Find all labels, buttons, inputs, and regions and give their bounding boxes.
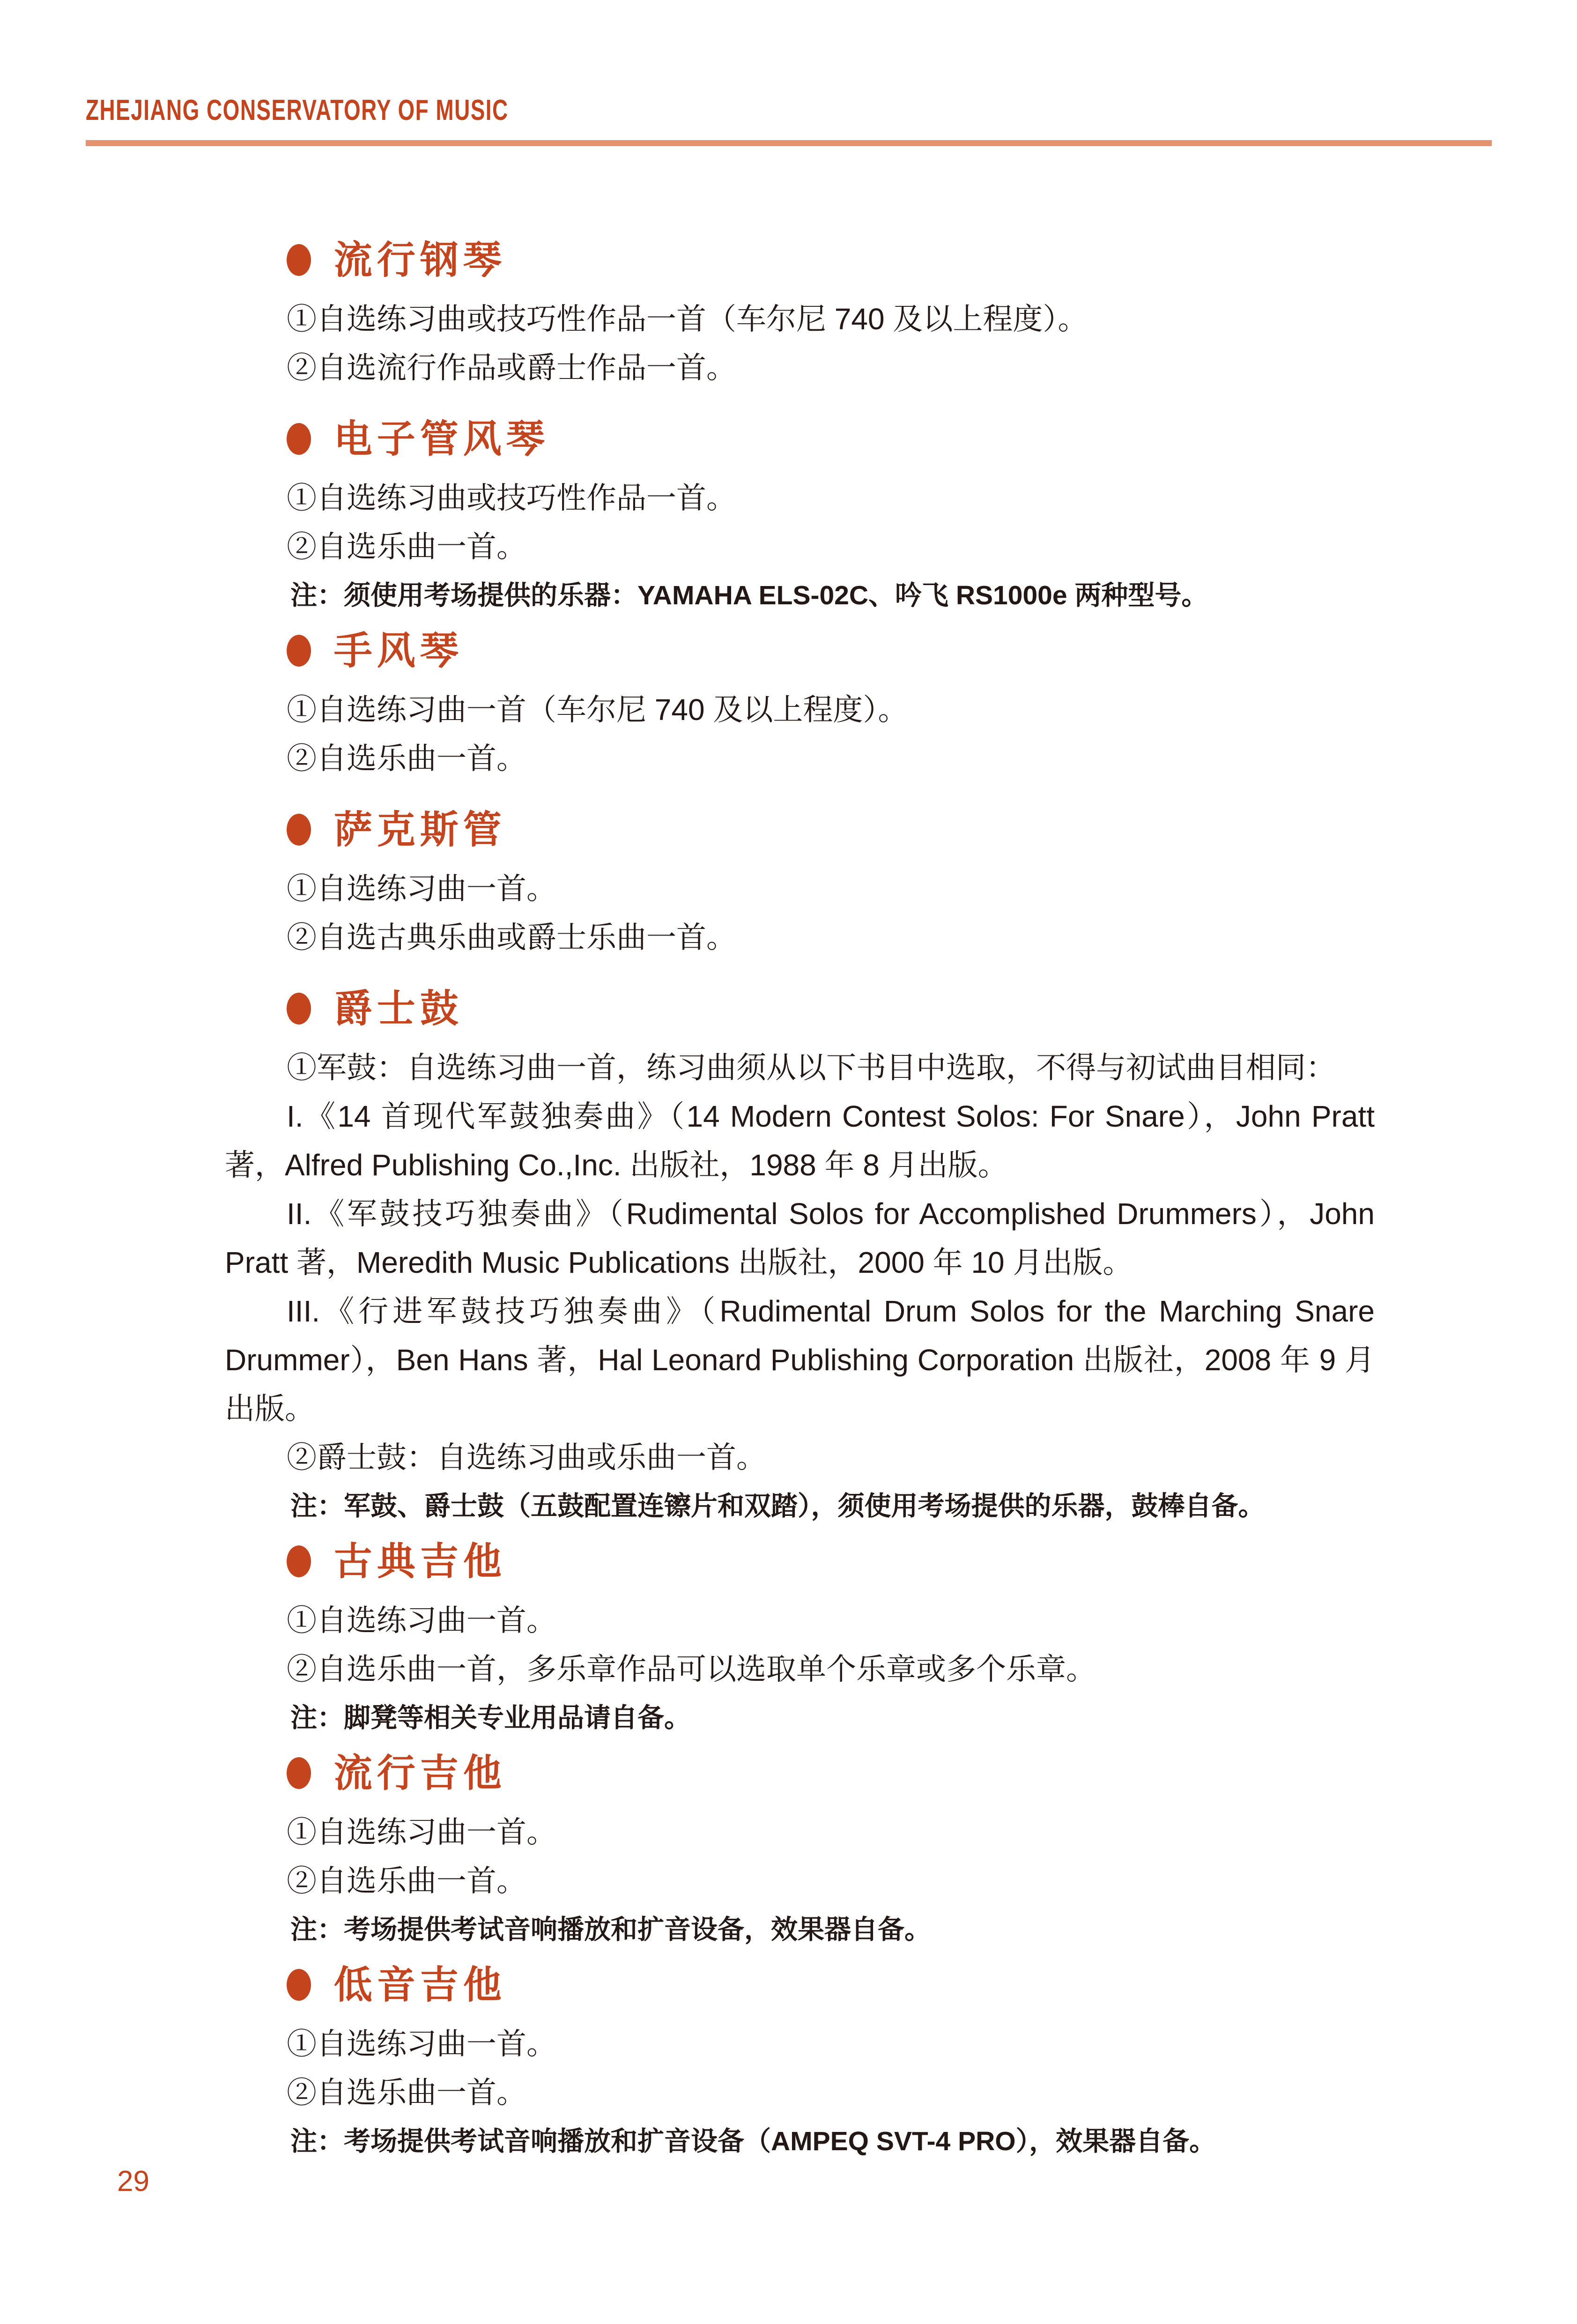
section-heading-label: 流行吉他 [333, 1752, 506, 1795]
section-heading [225, 235, 1375, 286]
requirement-line: ②爵士鼓：自选练习曲或乐曲一首。 [287, 1440, 766, 1474]
instrument-section [225, 414, 1375, 620]
page-number: 29 [117, 2165, 149, 2198]
section-heading [225, 1748, 1375, 1799]
bullet-icon [287, 1757, 311, 1789]
bullet-icon [287, 993, 311, 1025]
bullet-icon [287, 814, 311, 846]
requirement-line: ①自选练习曲或技巧性作品一首。 [287, 481, 736, 515]
instrument-section [225, 1960, 1375, 2166]
section-heading-label: 古典吉他 [333, 1540, 506, 1583]
section-heading-label: 电子管风琴 [333, 418, 549, 460]
note-line: 注：须使用考场提供的乐器：YAMAHA ELS-02C、吟飞 RS1000e 两种型号。 [290, 580, 1208, 610]
requirement-line: ②自选乐曲一首。 [287, 2076, 526, 2109]
instrument-section [225, 804, 1375, 962]
requirement-line: ①自选练习曲一首。 [287, 1604, 556, 1637]
section-heading-label: 低音吉他 [333, 1964, 506, 2006]
section-heading [225, 983, 1375, 1035]
section-heading-label: 爵士鼓 [333, 988, 463, 1030]
instrument-section [225, 1748, 1375, 1954]
reference-line: III.《行进军鼓技巧独奏曲》（Rudimental Drum Solos for the Marching Snare Drummer），Ben Hans 著，Hal Leonard Publishing Corporation 出版社，2008 年 9 月出版。 [225, 1294, 1375, 1426]
section-heading-label: 萨克斯管 [333, 809, 506, 851]
requirement-line: ②自选乐曲一首。 [287, 742, 526, 775]
requirement-line: ②自选乐曲一首，多乐章作品可以选取单个乐章或多个乐章。 [287, 1652, 1096, 1686]
requirement-line: ①自选练习曲一首（车尔尼 740 及以上程度）。 [287, 693, 908, 727]
bullet-icon [287, 423, 311, 455]
section-heading-label: 流行钢琴 [333, 239, 506, 282]
requirement-line: ②自选乐曲一首。 [287, 1864, 526, 1898]
bullet-icon [287, 1545, 311, 1577]
section-heading [225, 1960, 1375, 2011]
requirement-line: ①自选练习曲或技巧性作品一首（车尔尼 740 及以上程度）。 [287, 302, 1088, 336]
note-line: 注：脚凳等相关专业用品请自备。 [290, 1703, 691, 1733]
bullet-icon [287, 244, 311, 276]
requirement-line: ①军鼓：自选练习曲一首，练习曲须从以下书目中选取，不得与初试曲目相同： [287, 1051, 1336, 1084]
section-heading-label: 手风琴 [333, 630, 463, 672]
instrument-section [225, 235, 1375, 392]
instrument-section [225, 1536, 1375, 1742]
section-heading [225, 625, 1375, 677]
header-rule [86, 140, 1492, 146]
note-line: 注：考场提供考试音响播放和扩音设备（AMPEQ SVT-4 PRO），效果器自备。 [290, 2126, 1216, 2156]
section-heading [225, 1536, 1375, 1588]
requirement-line: ②自选流行作品或爵士作品一首。 [287, 351, 736, 385]
requirement-line: ①自选练习曲一首。 [287, 2027, 556, 2061]
note-line: 注：军鼓、爵士鼓（五鼓配置连镲片和双踏），须使用考场提供的乐器，鼓棒自备。 [290, 1491, 1265, 1521]
section-heading [225, 414, 1375, 465]
requirement-line: ②自选古典乐曲或爵士乐曲一首。 [287, 921, 736, 954]
requirement-line: ①自选练习曲一首。 [287, 872, 556, 906]
bullet-icon [287, 1969, 311, 2001]
content [225, 235, 1375, 2156]
bullet-icon [287, 635, 311, 667]
instrument-section [225, 625, 1375, 783]
requirement-line: ②自选乐曲一首。 [287, 530, 526, 564]
reference-line: I.《14 首现代军鼓独奏曲》（14 Modern Contest Solos: For Snare），John Pratt 著，Alfred Publishing Co.,Inc. 出版社，1988 年 8 月出版。 [225, 1099, 1375, 1182]
note-line: 注：考场提供考试音响播放和扩音设备，效果器自备。 [290, 1915, 931, 1945]
section-heading [225, 804, 1375, 856]
instrument-section [225, 983, 1375, 1530]
page-header-title: ZHEJIANG CONSERVATORY OF MUSIC [86, 94, 509, 126]
requirement-line: ①自选练习曲一首。 [287, 1815, 556, 1849]
reference-line: II.《军鼓技巧独奏曲》（Rudimental Solos for Accomplished Drummers），John Pratt 著，Meredith Music Publications 出版社，2000 年 10 月出版。 [225, 1197, 1375, 1279]
